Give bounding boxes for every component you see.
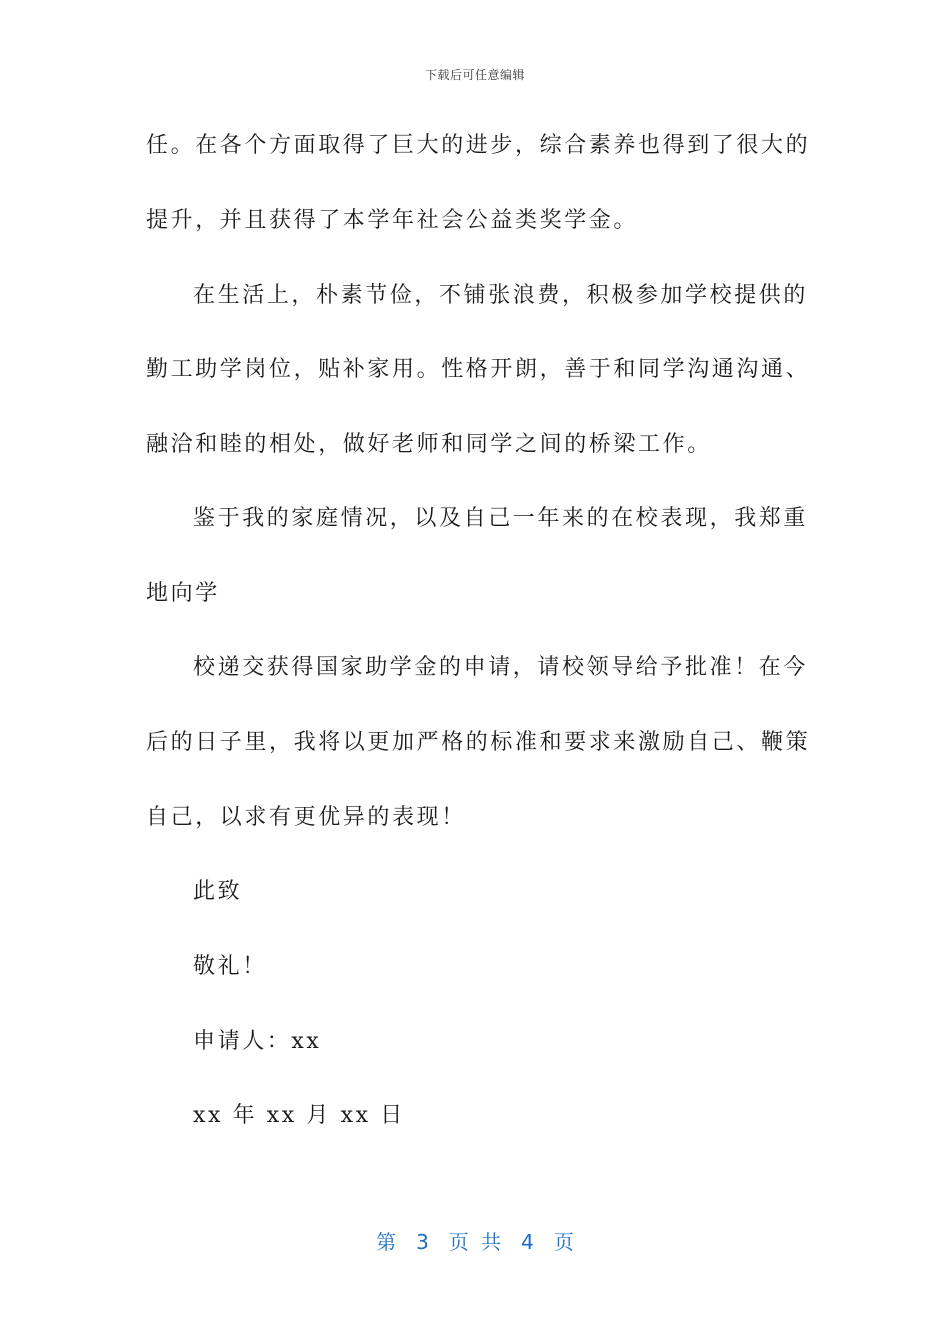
paragraph-line: 任。在各个方面取得了巨大的进步，综合素养也得到了很大的 — [146, 133, 811, 158]
footer-prefix: 第 — [376, 1230, 397, 1254]
paragraph-line: 后的日子里，我将以更加严格的标准和要求来激励自己、鞭策 — [146, 730, 811, 755]
page-header-note: 下载后可任意编辑 — [424, 68, 525, 82]
paragraph-line: 鉴于我的家庭情况，以及自己一年来的在校表现，我郑重 — [193, 506, 809, 531]
paragraph-line: 提升，并且获得了本学年社会公益类奖学金。 — [146, 208, 639, 233]
total-page-count: 4 — [521, 1230, 534, 1254]
closing-salutation: 此致 — [193, 879, 243, 904]
paragraph-line: 在生活上，朴素节俭，不铺张浪费，积极参加学校提供的 — [193, 283, 809, 308]
paragraph-line: 校递交获得国家助学金的申请，请校领导给予批准！在今 — [193, 655, 809, 680]
closing-regards: 敬礼！ — [193, 954, 267, 979]
paragraph-line: 融洽和睦的相处，做好老师和同学之间的桥梁工作。 — [146, 432, 712, 457]
footer-suffix: 页 — [553, 1230, 574, 1254]
page-footer — [0, 1226, 950, 1255]
current-page-number: 3 — [416, 1230, 429, 1254]
footer-middle: 页 共 — [448, 1230, 502, 1254]
paragraph-line: 自己，以求有更优异的表现！ — [146, 805, 466, 830]
paragraph-line: 勤工助学岗位，贴补家用。性格开朗，善于和同学沟通沟通、 — [146, 357, 811, 382]
applicant-signature: 申请人：xx — [193, 1029, 322, 1054]
paragraph-line: 地向学 — [146, 581, 220, 606]
signature-date: xx 年 xx 月 xx 日 — [193, 1103, 405, 1128]
